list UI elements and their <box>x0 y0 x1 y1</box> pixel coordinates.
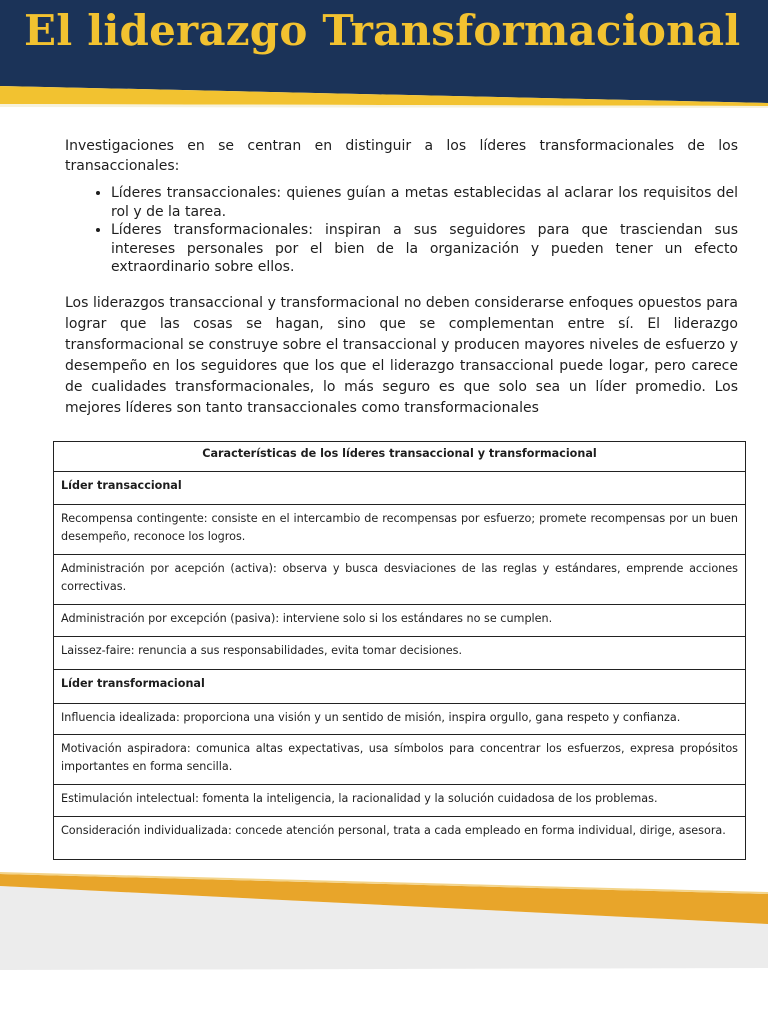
table-title-row <box>54 442 746 472</box>
table-cell: Influencia idealizada: proporciona una visión y un sentido de misión, inspira orgullo, gana respeto y confianza. <box>54 703 746 735</box>
list-item: • Líderes transaccionales: quienes guían a metas establecidas al aclarar los requisitos del rol y de la tarea. <box>111 184 738 221</box>
intro-paragraph: Investigaciones en se centran en distinguir a los líderes transformacionales de los transaccionales: <box>65 138 738 174</box>
table-cell: Estimulación intelectual: fomenta la inteligencia, la racionalidad y la solución cuidadosa de los problemas. <box>54 785 746 817</box>
table-cell: Laissez-faire: renuncia a sus responsabilidades, evita tomar decisiones. <box>54 636 746 670</box>
table-row <box>54 785 746 817</box>
transformational-heading: Líder transformacional <box>54 670 746 704</box>
table-cell: Motivación aspiradora: comunica altas expectativas, usa símbolos para concentrar los esfuerzos, expresa propósitos importantes en forma sencilla. <box>54 735 746 785</box>
main-content <box>65 136 738 419</box>
table-row <box>54 636 746 670</box>
page-title: El liderazgo Transformacional <box>24 6 741 55</box>
table-row <box>54 505 746 555</box>
footer-background <box>0 870 768 1024</box>
table-title: Características de los líderes transaccional y transformacional <box>54 442 746 472</box>
table-cell: Consideración individualizada: concede atención personal, trata a cada empleado en forma individual, dirige, asesora. <box>54 816 746 860</box>
header-banner <box>0 0 768 110</box>
leader-types-list <box>65 184 738 277</box>
footer-decoration <box>0 870 768 1024</box>
body-paragraph: Los liderazgos transaccional y transformacional no deben considerarse enfoques opuestos para lograr que las cosas se hagan, sino que se complementan entre sí. El liderazgo transformacional se construye sobre el transaccional y producen mayores niveles de esfuerzo y desempeño en los seguidores que los que el liderazgo transaccional puede logar, pero carece de cualidades transformacionales, lo más seguro es que solo sea un líder promedio. Los mejores líderes son tanto transaccionales como transformacionales <box>65 294 738 416</box>
transactional-heading: Líder transaccional <box>54 471 746 505</box>
table-cell: Administración por acepción (activa): observa y busca desviaciones de las reglas y estándares, emprende acciones correctivas. <box>54 555 746 605</box>
table-cell: Administración por excepción (pasiva): interviene solo si los estándares no se cumplen. <box>54 605 746 637</box>
table-row <box>54 735 746 785</box>
table-group-row <box>54 471 746 505</box>
table-group-row <box>54 670 746 704</box>
table-row <box>54 555 746 605</box>
table-row <box>54 816 746 860</box>
table-row <box>54 605 746 637</box>
leader-characteristics-table <box>53 441 746 860</box>
table-row <box>54 703 746 735</box>
list-item: • Líderes transformacionales: inspiran a sus seguidores para que trasciendan sus intereses personales por el bien de la organización y pueden tener un efecto extraordinario sobre ellos. <box>111 221 738 277</box>
table-cell: Recompensa contingente: consiste en el intercambio de recompensas por esfuerzo; promete recompensas por un buen desempeño, reconoce los logros. <box>54 505 746 555</box>
